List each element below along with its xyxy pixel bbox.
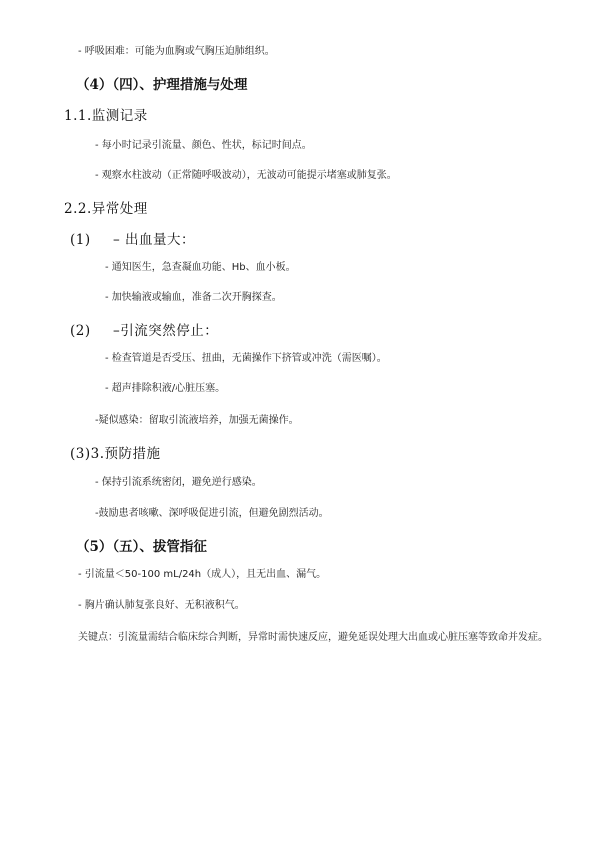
bleeding-title: – 出血量大： xyxy=(113,232,196,248)
prevention-item-2: -鼓励患者咳嗽、深呼吸促进引流，但避免剧烈活动。 xyxy=(95,508,329,519)
prevention-heading: (3)3.预防措施 xyxy=(70,446,161,462)
key-point-paragraph: 关键点：引流量需结合临床综合判断，异常时需快速反应，避免延误处理大出血或心脏压塞等致命并发症。 xyxy=(78,632,548,643)
stop-title: –引流突然停止： xyxy=(113,323,219,339)
bleeding-item-2: - 加快输液或输血，准备二次开胸探查。 xyxy=(105,292,282,303)
prevention-item-1: - 保持引流系统密闭，避免逆行感染。 xyxy=(95,477,262,488)
dyspnea-item: - 呼吸困难：可能为血胸或气胸压迫肺组织。 xyxy=(78,46,275,57)
bleeding-item-1: - 通知医生，急查凝血功能、Hb、血小板。 xyxy=(105,262,296,273)
section-5-title: （5）（五）、拔管指征 xyxy=(76,539,207,555)
monitor-heading: 1.1.监测记录 xyxy=(64,108,148,124)
section-4-title: （4）（四）、护理措施与处理 xyxy=(76,77,248,93)
removal-item-2: - 胸片确认肺复张良好、无积液积气。 xyxy=(78,600,245,611)
monitor-item-2: - 观察水柱波动（正常随呼吸波动），无波动可能提示堵塞或肺复张。 xyxy=(95,170,397,181)
bleeding-label: (1) xyxy=(70,232,91,248)
stop-item-1: - 检查管道是否受压、扭曲，无菌操作下挤管或冲洗（需医嘱）。 xyxy=(105,353,387,364)
stop-item-2: - 超声排除积液/心脏压塞。 xyxy=(105,383,226,394)
infection-item: -疑似感染：留取引流液培养，加强无菌操作。 xyxy=(95,415,299,426)
monitor-item-1: - 每小时记录引流量、颜色、性状，标记时间点。 xyxy=(95,140,312,151)
removal-item-1: - 引流量＜50-100 mL/24h（成人），且无出血、漏气。 xyxy=(78,569,327,580)
abnormal-heading: 2.2.异常处理 xyxy=(64,201,148,217)
stop-label: (2) xyxy=(70,323,91,339)
